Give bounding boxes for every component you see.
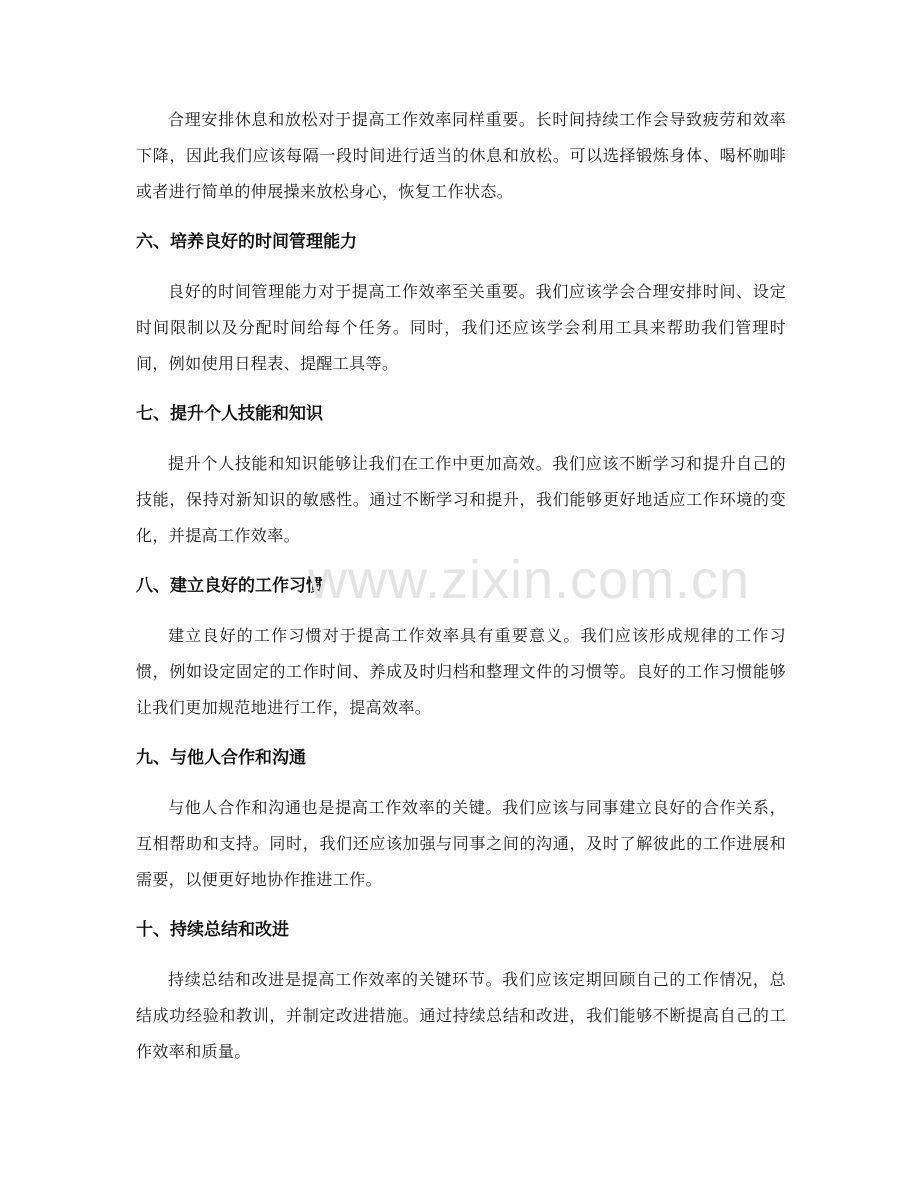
heading-time-management: 六、培养良好的时间管理能力 bbox=[136, 232, 357, 252]
watermark-text: www.zixin.com.cn bbox=[308, 550, 751, 610]
heading-cooperation: 九、与他人合作和沟通 bbox=[136, 748, 306, 768]
paragraph-summary-improvement: 持续总结和改进是提高工作效率的关键环节。我们应该定期回顾自己的工作情况，总结成功经验和教训，并制定改进措施。通过持续总结和改进，我们能够不断提高自己的工作效率和质量。 bbox=[136, 970, 786, 1061]
heading-work-habits: 八、建立良好的工作习惯 bbox=[136, 576, 323, 596]
heading-skills-knowledge: 七、提升个人技能和知识 bbox=[136, 404, 323, 424]
paragraph-time-management: 良好的时间管理能力对于提高工作效率至关重要。我们应该学会合理安排时间、设定时间限制以及分配时间给每个任务。同时，我们还应该学会利用工具来帮助我们管理时间，例如使用日程表、提醒工具等。 bbox=[136, 282, 786, 373]
heading-summary-improvement: 十、持续总结和改进 bbox=[136, 920, 289, 940]
paragraph-rest: 合理安排休息和放松对于提高工作效率同样重要。长时间持续工作会导致疲劳和效率下降，因此我们应该每隔一段时间进行适当的休息和放松。可以选择锻炼身体、喝杯咖啡或者进行简单的伸展操来放松身心，恢复工作状态。 bbox=[136, 110, 786, 201]
paragraph-skills-knowledge: 提升个人技能和知识能够让我们在工作中更加高效。我们应该不断学习和提升自己的技能，保持对新知识的敏感性。通过不断学习和提升，我们能够更好地适应工作环境的变化，并提高工作效率。 bbox=[136, 454, 786, 545]
paragraph-cooperation: 与他人合作和沟通也是提高工作效率的关键。我们应该与同事建立良好的合作关系，互相帮助和支持。同时，我们还应该加强与同事之间的沟通，及时了解彼此的工作进展和需要，以便更好地协作推进工作。 bbox=[136, 798, 786, 889]
paragraph-work-habits: 建立良好的工作习惯对于提高工作效率具有重要意义。我们应该形成规律的工作习惯，例如设定固定的工作时间、养成及时归档和整理文件的习惯等。良好的工作习惯能够让我们更加规范地进行工作，提高效率。 bbox=[136, 626, 786, 717]
